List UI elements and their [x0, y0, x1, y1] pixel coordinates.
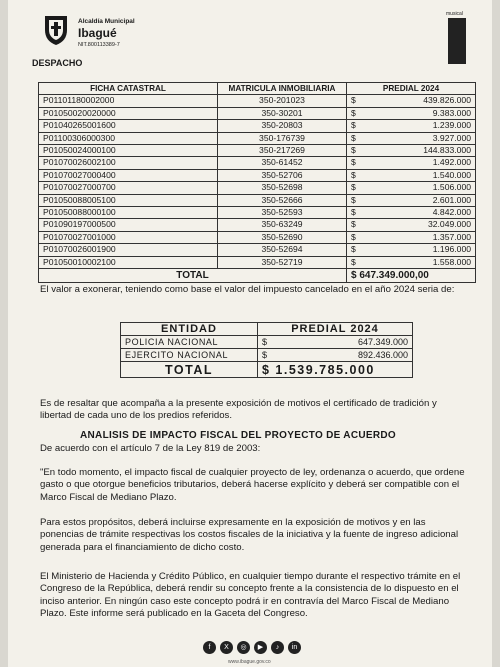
tiktok-icon[interactable]: ♪ [271, 641, 284, 654]
predial-cell: 1.357.000 [363, 231, 476, 243]
document-page [8, 0, 492, 667]
table-row [121, 336, 413, 349]
predial-cell: 32.049.000 [363, 219, 476, 231]
ficha-cell: P01070027000400 [39, 169, 218, 181]
ficha-cell: P01050024000100 [39, 145, 218, 157]
currency-cell: $ [258, 349, 275, 362]
col-predial: PREDIAL 2024 [347, 83, 476, 95]
matricula-cell: 350-52706 [218, 169, 347, 181]
coat-of-arms-icon [42, 12, 70, 46]
predial-cell: 2.601.000 [363, 194, 476, 206]
table-row [39, 244, 476, 256]
nit-number: NIT.800113389-7 [78, 42, 120, 48]
amount-cell: 892.436.000 [274, 349, 413, 362]
currency-cell: $ [347, 219, 364, 231]
table-row [39, 132, 476, 144]
paragraph-quote: "En todo momento, el impacto fiscal de cualquier proyecto de ley, ordenanza o acuerdo, que ordene gasto o que otorgue beneficios tributarios, deberá hacerse explícito y deberá ser compatible con el Marco Fiscal de Mediano Plazo. [40, 467, 465, 503]
table-row [39, 169, 476, 181]
predial-cell: 3.927.000 [363, 132, 476, 144]
ficha-cell: P01101180002000 [39, 95, 218, 107]
table-row [39, 207, 476, 219]
matricula-cell: 350-52719 [218, 256, 347, 268]
ficha-cell: P01050088005100 [39, 194, 218, 206]
ficha-cell: P01100306000300 [39, 132, 218, 144]
ficha-cell: P01090197000500 [39, 219, 218, 231]
matricula-cell: 350-52694 [218, 244, 347, 256]
matricula-cell: 350-61452 [218, 157, 347, 169]
entity-cell: EJERCITO NACIONAL [121, 349, 258, 362]
matricula-cell: 350-63249 [218, 219, 347, 231]
ficha-cell: P01050010002100 [39, 256, 218, 268]
predial-cell: 144.833.000 [363, 145, 476, 157]
predial-cell: 1.506.000 [363, 182, 476, 194]
predial-cell: 1.492.000 [363, 157, 476, 169]
city-name: Ibagué [78, 26, 117, 40]
music-badge-logo: musical [448, 18, 466, 64]
matricula-cell: 350-201023 [218, 95, 347, 107]
table-row [39, 107, 476, 119]
paragraph-exonerar: El valor a exonerar, teniendo como base el valor del impuesto cancelado en el año 2024 seria de: [40, 284, 455, 295]
matricula-cell: 350-176739 [218, 132, 347, 144]
currency-cell: $ [347, 157, 364, 169]
table-total-row [39, 269, 476, 283]
summary-total-row [121, 362, 413, 378]
matricula-cell: 350-52698 [218, 182, 347, 194]
table-row [39, 231, 476, 243]
predial-cell: 1.540.000 [363, 169, 476, 181]
summary-total-label: TOTAL [121, 362, 258, 378]
table-row [39, 145, 476, 157]
table-row [39, 256, 476, 268]
paragraph-ministerio: El Ministerio de Hacienda y Crédito Público, en cualquier tiempo durante el respectivo trámite en el Congreso de la República, deberá rendir su concepto frente a la consistencia de lo dispuesto en el inciso anterior. En ningún caso este concepto podrá ir en contravía del Marco Fiscal de Mediano Plazo. Este informe será publicado en la Gaceta del Congreso. [40, 571, 461, 620]
matricula-cell: 350-52593 [218, 207, 347, 219]
currency-cell: $ [347, 132, 364, 144]
linkedin-icon[interactable]: in [288, 641, 301, 654]
currency-cell: $ [347, 145, 364, 157]
website-url: www.ibague.gov.co [228, 659, 271, 665]
org-name: Alcaldía Municipal [78, 18, 135, 25]
table-row [39, 194, 476, 206]
predial-cell: 1.239.000 [363, 120, 476, 132]
col-entidad: ENTIDAD [121, 323, 258, 336]
currency-cell: $ [347, 244, 364, 256]
ficha-cell: P01070027000700 [39, 182, 218, 194]
col-ficha: FICHA CATASTRAL [39, 83, 218, 95]
cadastral-table [38, 82, 476, 283]
ficha-cell: P01050088000100 [39, 207, 218, 219]
currency-cell: $ [347, 169, 364, 181]
matricula-cell: 350-30201 [218, 107, 347, 119]
currency-cell: $ [347, 256, 364, 268]
col-matricula: MATRICULA INMOBILIARIA [218, 83, 347, 95]
entity-summary-table [120, 322, 413, 378]
paragraph-propositos: Para estos propósitos, deberá incluirse expresamente en la exposición de motivos y en las ponencias de trámite respectivas los costos fiscales de la iniciativa y la fuente de ingreso adicional generada para el financiamiento de dicho costo. [40, 517, 459, 553]
amount-cell: 647.349.000 [274, 336, 413, 349]
matricula-cell: 350-20803 [218, 120, 347, 132]
currency-cell: $ [347, 207, 364, 219]
currency-cell: $ [347, 107, 364, 119]
ficha-cell: P01070027001000 [39, 231, 218, 243]
ficha-cell: P01050020020000 [39, 107, 218, 119]
letterhead [30, 12, 470, 72]
col-predial-2024: PREDIAL 2024 [258, 323, 413, 336]
entity-cell: POLICIA NACIONAL [121, 336, 258, 349]
currency-cell: $ [347, 194, 364, 206]
predial-cell: 1.558.000 [363, 256, 476, 268]
paragraph-certificado: Es de resaltar que acompaña a la presente exposición de motivos el certificado de tradición y libertad de cada uno de los predios referidos. [40, 398, 437, 422]
ficha-cell: P01040265001600 [39, 120, 218, 132]
facebook-icon[interactable]: f [203, 641, 216, 654]
predial-cell: 439.826.000 [363, 95, 476, 107]
table-row [39, 157, 476, 169]
ficha-cell: P01070026002100 [39, 157, 218, 169]
paragraph-ley: De acuerdo con el artículo 7 de la Ley 819 de 2003: [40, 443, 261, 454]
matricula-cell: 350-52690 [218, 231, 347, 243]
x-icon[interactable]: X [220, 641, 233, 654]
matricula-cell: 350-217269 [218, 145, 347, 157]
currency-cell: $ [347, 95, 364, 107]
social-icons [203, 641, 301, 654]
table-row [39, 95, 476, 107]
youtube-icon[interactable]: ▶ [254, 641, 267, 654]
ficha-cell: P01070026001900 [39, 244, 218, 256]
matricula-cell: 350-52666 [218, 194, 347, 206]
table-row [39, 219, 476, 231]
currency-cell: $ [347, 182, 364, 194]
currency-cell: $ [347, 120, 364, 132]
section-heading: ANALISIS DE IMPACTO FISCAL DEL PROYECTO DE ACUERDO [80, 430, 396, 441]
total-value: $ 647.349.000,00 [347, 269, 476, 283]
section-label: DESPACHO [32, 58, 83, 68]
currency-cell: $ [258, 336, 275, 349]
currency-cell: $ [347, 231, 364, 243]
summary-total-value: $ 1.539.785.000 [258, 362, 413, 378]
total-label: TOTAL [39, 269, 347, 283]
predial-cell: 4.842.000 [363, 207, 476, 219]
predial-cell: 9.383.000 [363, 107, 476, 119]
predial-cell: 1.196.000 [363, 244, 476, 256]
table-row [121, 349, 413, 362]
table-row [39, 120, 476, 132]
table-row [39, 182, 476, 194]
instagram-icon[interactable]: ◎ [237, 641, 250, 654]
